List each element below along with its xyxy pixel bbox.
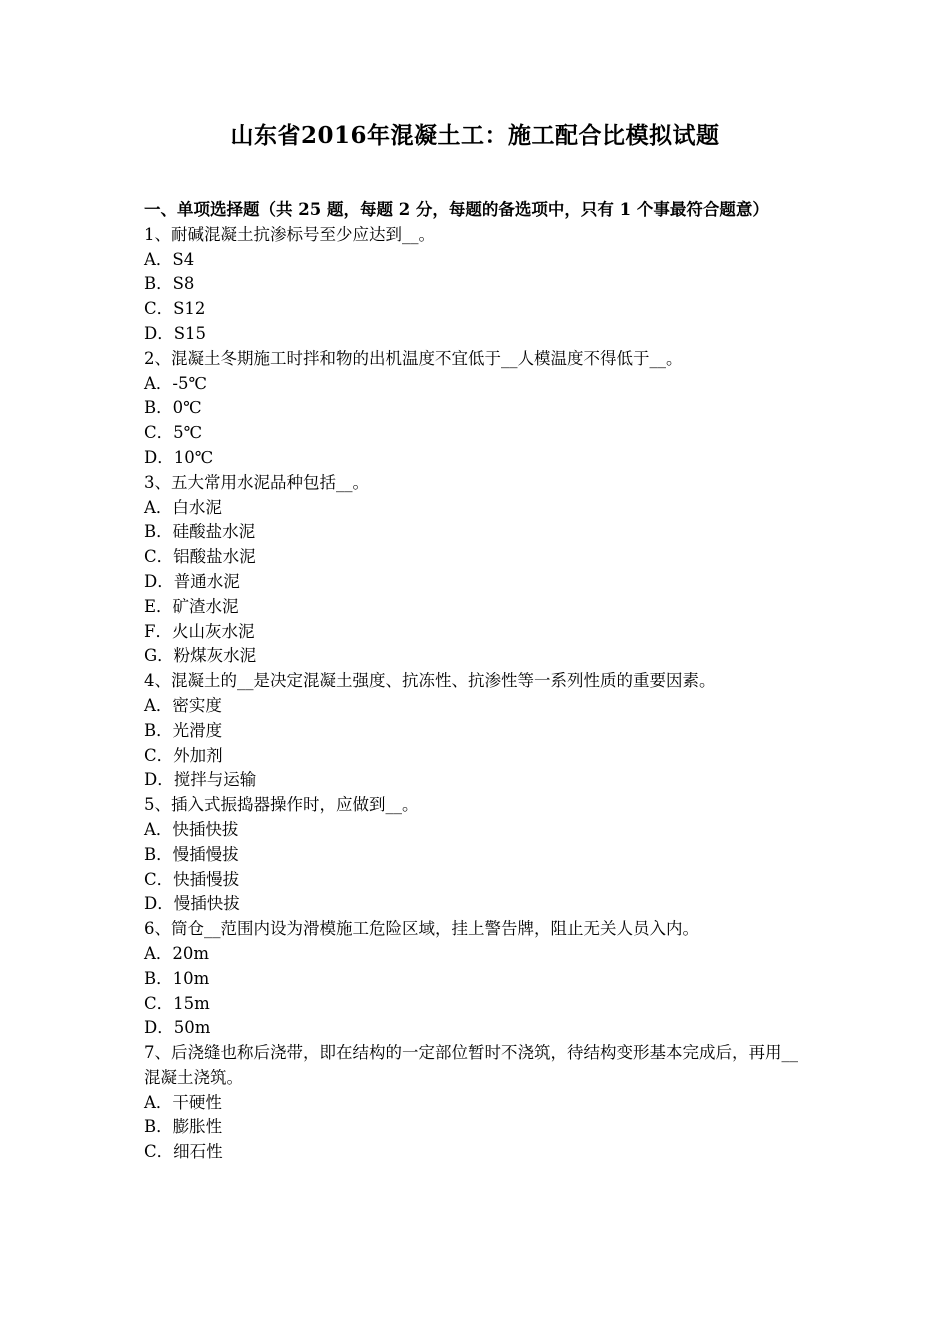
option-d: D．慢插快拔: [144, 894, 240, 914]
option-c: C．S12: [144, 299, 206, 319]
option-b: B．10m: [144, 968, 210, 988]
option-f: F．火山灰水泥: [144, 621, 255, 641]
option-d: D．搅拌与运输: [144, 770, 257, 790]
question-text: 6、筒仓__范围内设为滑模施工危险区域，挂上警告牌，阻止无关人员入内。: [144, 919, 699, 939]
option-c: C．细石性: [144, 1142, 223, 1162]
option-d: D．50m: [144, 1018, 211, 1038]
question-2: [144, 347, 812, 471]
section-heading: 一、单项选择题（共 25 题，每题 2 分，每题的备选项中，只有 1 个事最符合题意）: [144, 200, 769, 219]
option-c: C．铝酸盐水泥: [144, 547, 256, 567]
option-a: A．快插快拔: [144, 819, 239, 839]
question-text: 5、插入式振捣器操作时，应做到__。: [144, 795, 419, 815]
question-7: [144, 1041, 812, 1165]
option-b: B．光滑度: [144, 720, 223, 740]
option-d: D．普通水泥: [144, 571, 240, 591]
option-b: B．膨胀性: [144, 1117, 223, 1137]
option-b: B．慢插慢拔: [144, 844, 239, 864]
question-text: 1、耐碱混凝土抗渗标号至少应达到__。: [144, 224, 435, 244]
option-e: E．矿渣水泥: [144, 596, 239, 616]
option-d: D．10℃: [144, 447, 214, 467]
question-text: 2、混凝土冬期施工时拌和物的出机温度不宜低于__人模温度不得低于__。: [144, 348, 683, 368]
option-c: C．外加剂: [144, 745, 223, 765]
question-4: [144, 669, 812, 793]
option-a: A．白水泥: [144, 497, 222, 517]
question-text: 7、后浇缝也称后浇带，即在结构的一定部位暂时不浇筑，待结构变形基本完成后，再用__混凝土浇筑。: [144, 1043, 798, 1087]
option-a: A．密实度: [144, 695, 222, 715]
option-a: A．20m: [144, 943, 210, 963]
document-body: [144, 198, 812, 1165]
option-c: C．快插慢拔: [144, 869, 240, 889]
question-5: [144, 793, 812, 917]
question-6: [144, 917, 812, 1041]
option-a: A．干硬性: [144, 1092, 222, 1112]
option-g: G．粉煤灰水泥: [144, 646, 257, 666]
option-c: C．15m: [144, 993, 210, 1013]
option-b: B．S8: [144, 274, 195, 294]
option-b: B．0℃: [144, 398, 202, 418]
option-c: C．5℃: [144, 423, 203, 443]
question-text: 3、五大常用水泥品种包括__。: [144, 472, 369, 492]
question-3: [144, 471, 812, 669]
option-a: A．-5℃: [144, 373, 207, 393]
option-a: A．S4: [144, 249, 195, 269]
option-b: B．硅酸盐水泥: [144, 522, 256, 542]
page-title: 山东省2016年混凝土工：施工配合比模拟试题: [230, 122, 720, 149]
question-text: 4、混凝土的__是决定混凝土强度、抗冻性、抗渗性等一系列性质的重要因素。: [144, 671, 716, 691]
question-1: [144, 223, 812, 347]
option-d: D．S15: [144, 323, 207, 343]
